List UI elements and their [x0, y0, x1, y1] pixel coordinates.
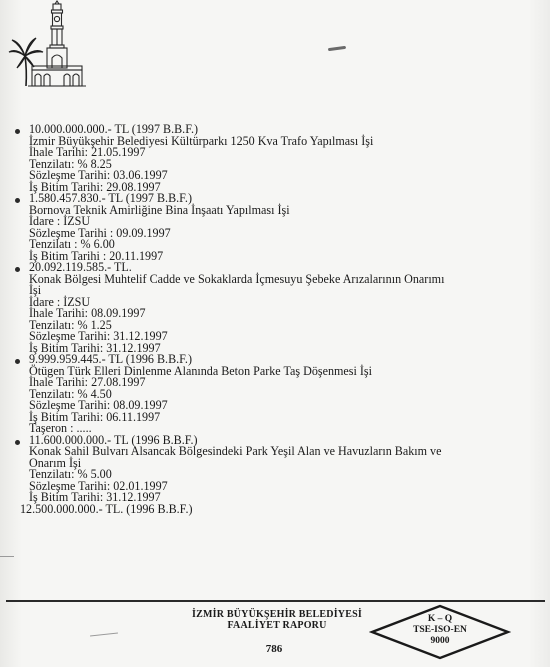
contract-title: Ötügen Türk Elleri Dinlenme Alanında Beton Parke Taş Döşenmesi İşi [29, 363, 372, 378]
contract-title: İzmir Büyükşehir Belediyesi Kültürparkı 1250 Kva Trafo Yapılması İşi [29, 133, 374, 148]
certification-line-1: K – Q [427, 614, 453, 624]
footer-title [168, 609, 386, 631]
completion-date: İş Bitim Tarihi : 20.11.1997 [29, 248, 164, 263]
tender-date: İhale Tarihi: 27.08.1997 [29, 375, 146, 389]
contract-list [12, 124, 544, 515]
list-item [12, 432, 544, 504]
stray-mark [328, 46, 346, 51]
bullet-icon [15, 440, 20, 445]
list-item [12, 124, 544, 193]
contract-title: Bornova Teknik Amirliğine Bina İnşaatı Yapılması İşi [29, 202, 290, 217]
footer-organization: İZMİR BÜYÜKŞEHİR BELEDİYESİ [192, 609, 362, 620]
discount-rate: Tenzilatı: % 8.25 [29, 156, 112, 171]
certification-line-2: TSE-ISO-EN [413, 625, 467, 635]
contract-amount: 1.580.457.830.- TL (1997 B.B.F.) [29, 191, 192, 205]
discount-rate: Tenzilatı: % 1.25 [29, 317, 112, 332]
bullet-icon [15, 198, 20, 203]
contract-title: Konak Bölgesi Muhtelif Cadde ve Sokaklarda İçmesuyu Şebeke Arızalarının Onarımı [29, 271, 445, 286]
footer-report-name: FAALİYET RAPORU [227, 620, 327, 631]
page-number: 786 [265, 643, 283, 655]
discount-rate: Tenzilatı : % 6.00 [29, 237, 115, 251]
contract-amount: 9.999.959.445.- TL (1996 B.B.F.) [29, 352, 192, 366]
completion-date: İş Bitim Tarihi: 31.12.1997 [29, 340, 161, 355]
pen-mark [90, 633, 118, 637]
contract-date: Sözleşme Tarihi: 31.12.1997 [29, 329, 168, 343]
bullet-icon [15, 129, 20, 134]
list-item [12, 354, 544, 435]
contract-amount: 11.600.000.000.- TL (1996 B.B.F.) [29, 432, 198, 447]
contract-date: Sözleşme Tarihi: 08.09.1997 [29, 398, 168, 412]
trailing-amount: 12.500.000.000.- TL. (1996 B.B.F.) [20, 501, 193, 516]
contract-title-continued: Onarım İşi [29, 455, 82, 470]
list-item [12, 193, 544, 262]
discount-rate: Tenzilatı: % 5.00 [29, 467, 112, 481]
tender-date: İhale Tarihi: 21.05.1997 [29, 145, 146, 159]
footer-divider [6, 600, 545, 602]
discount-rate: Tenzilatı: % 4.50 [29, 386, 112, 401]
certification-text [396, 614, 484, 647]
completion-date: İş Bitim Tarihi: 31.12.1997 [29, 490, 161, 504]
subcontractor: Taşeron : ..... [29, 421, 92, 435]
contract-amount: 10.000.000.000.- TL (1997 B.B.F.) [29, 122, 199, 136]
contract-title-continued: İşi [29, 283, 42, 297]
list-item [12, 262, 544, 354]
contract-date: Sözleşme Tarihi: 02.01.1997 [29, 478, 168, 493]
contract-date: Sözleşme Tarihi : 09.09.1997 [29, 225, 171, 240]
completion-date: İş Bitim Tarihi: 29.08.1997 [29, 179, 161, 194]
contract-title: Konak Sahil Bulvarı Alsancak Bölgesindeki Park Yeşil Alan ve Havuzların Bakım ve [29, 444, 442, 458]
bullet-icon [15, 267, 20, 272]
contract-date: Sözleşme Tarihi: 03.06.1997 [29, 168, 168, 182]
certification-line-3: 9000 [430, 636, 450, 646]
contract-amount: 20.092.119.585.- TL. [29, 260, 132, 274]
tender-date: İhale Tarihi: 08.09.1997 [29, 306, 146, 320]
administration: İdare : İZSU [29, 294, 91, 309]
completion-date: İş Bitim Tarihi: 06.11.1997 [29, 409, 161, 424]
pen-mark [0, 556, 14, 557]
bullet-icon [15, 359, 20, 364]
izmir-clock-tower-icon [8, 0, 88, 90]
administration: İdare : İZSU [29, 214, 91, 228]
